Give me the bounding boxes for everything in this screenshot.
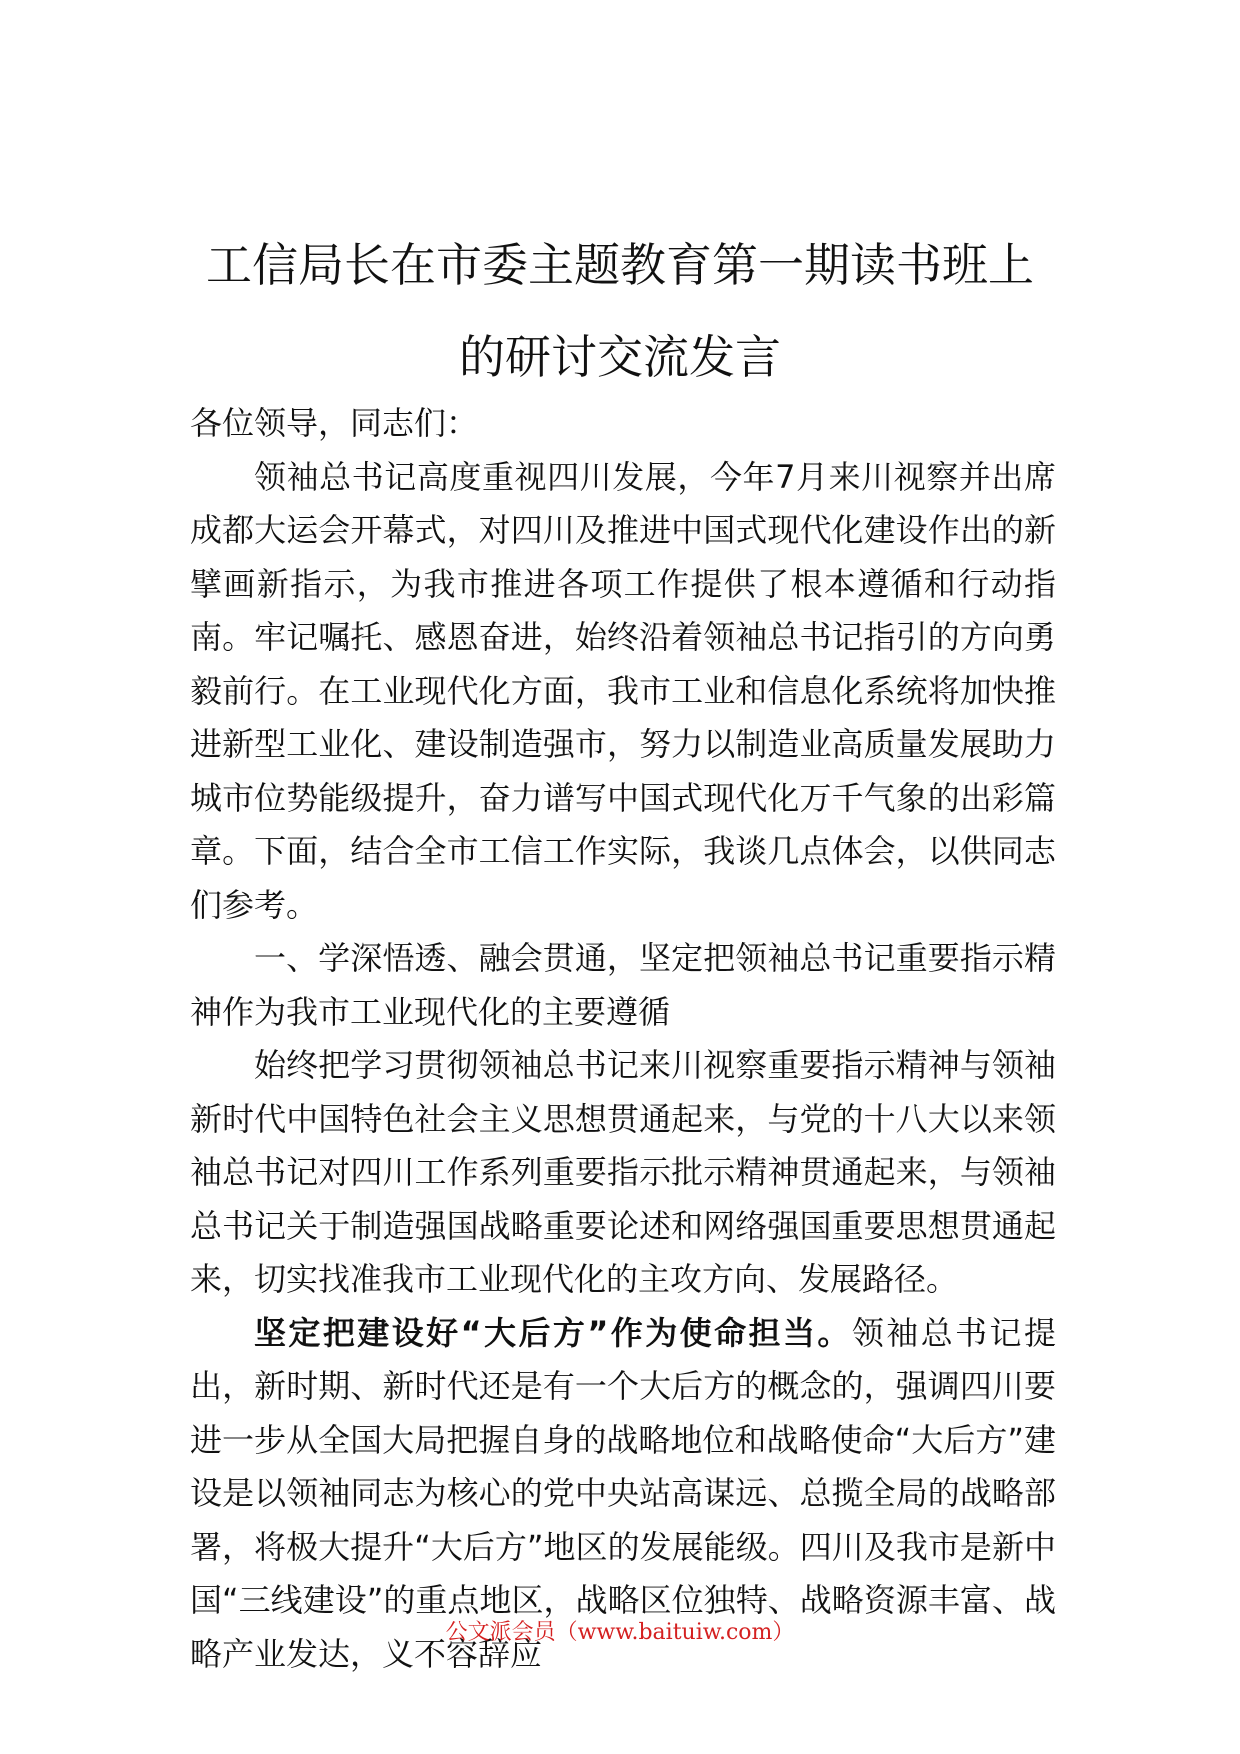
salutation: 各位领导，同志们： (190, 404, 479, 442)
paragraph-body-text: 领袖总书记提出，新时期、新时代还是有一个大后方的概念的，强调四川要进一步从全国大局把握自身的战略地位和战略使命“大后方”建设是以领袖同志为核心的党中央站高谋远、总揽全局的战略部署，将极大提升“大后方”地区的发展能级。四川及我市是新中国“三线建设”的重点地区，战略区位独特、战略资源丰富、战略产业发达，义不容辞应 (190, 1313, 1056, 1673)
document-title-line-2: 的研讨交流发言 (459, 330, 781, 384)
paragraph-intro: 领袖总书记高度重视四川发展，今年7月来川视察并出席成都大运会开幕式，对四川及推进中国式现代化建设作出的新擘画新指示，为我市推进各项工作提供了根本遵循和行动指南。牢记嘱托、感恩奋进，始终沿着领袖总书记指引的方向勇毅前行。在工业现代化方面，我市工业和信息化系统将加快推进新型工业化、建设制造强市，努力以制造业高质量发展助力城市位势能级提升，奋力谱写中国式现代化万千气象的出彩篇章。下面，结合全市工信工作实际，我谈几点体会，以供同志们参考。 (190, 457, 1056, 924)
section-heading-1: 一、学深悟透、融会贯通，坚定把领袖总书记重要指示精神作为我市工业现代化的主要遵循 (190, 939, 1056, 1031)
paragraph-bold-lead: 坚定把建设好“大后方”作为使命担当。 (254, 1313, 852, 1352)
paragraph-study: 始终把学习贯彻领袖总书记来川视察重要指示精神与领袖新时代中国特色社会主义思想贯通起来，与党的十八大以来领袖总书记对四川工作系列重要指示批示精神贯通起来，与领袖总书记关于制造强国战略重要论述和网络强国重要思想贯通起来，切实找准我市工业现代化的主攻方向、发展路径。 (190, 1046, 1056, 1298)
footer-watermark: 公文派会员（www.baituiw.com） (445, 1620, 795, 1645)
document-title-line-1: 工信局长在市委主题教育第一期读书班上 (206, 238, 1034, 292)
document-body (190, 397, 1056, 1681)
